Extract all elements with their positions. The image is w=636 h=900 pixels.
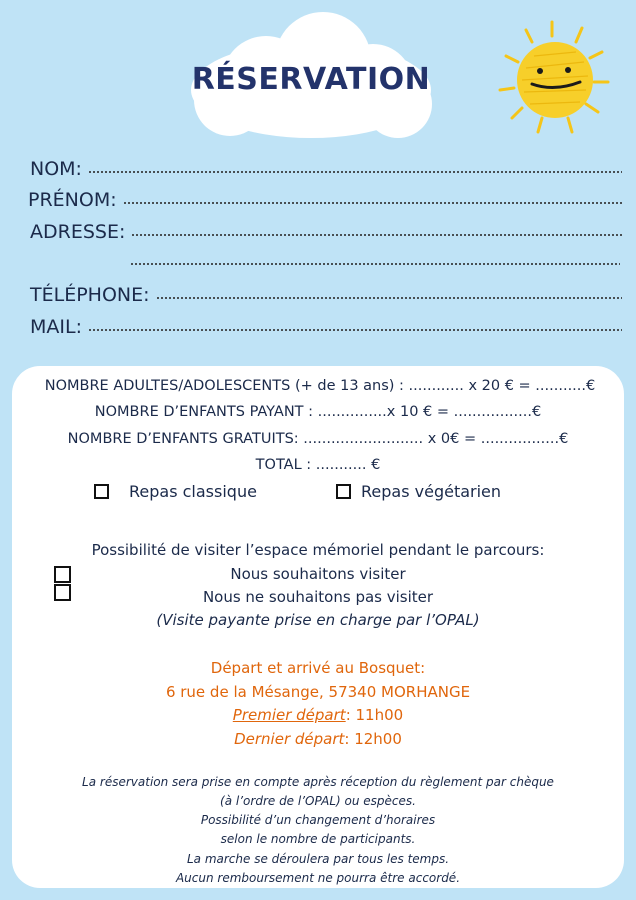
sun-icon	[494, 18, 612, 138]
children-free-line[interactable]: NOMBRE D’ENFANTS GRATUITS: .......................... x 0€ = .................€	[67, 431, 569, 447]
adresse-label: ADRESSE:	[30, 221, 126, 243]
footer-note-1: La réservation sera prise en compte après réception du règlement par chèque	[82, 775, 554, 789]
last-departure-time: : 12h00	[344, 730, 402, 748]
meal-classic-label: Repas classique	[129, 482, 257, 501]
meal-vegetarian-option[interactable]	[336, 482, 501, 501]
meal-vegetarian-checkbox[interactable]	[336, 484, 351, 499]
departure-heading: Départ et arrivé au Bosquet:	[210, 659, 426, 677]
total-line[interactable]: TOTAL : ........... €	[255, 457, 381, 473]
prenom-label: PRÉNOM:	[28, 189, 117, 211]
adresse-dotted-line[interactable]	[131, 233, 622, 237]
visit-no-label: Nous ne souhaitons pas visiter	[202, 588, 434, 606]
departure-address: 6 rue de la Mésange, 57340 MORHANGE	[165, 683, 471, 701]
adresse-field[interactable]	[30, 217, 622, 243]
footer-note-2: (à l’ordre de l’OPAL) ou espèces.	[220, 794, 416, 808]
visit-yes-label: Nous souhaitons visiter	[230, 565, 406, 583]
prenom-field[interactable]	[28, 185, 622, 211]
page-title: RÉSERVATION	[191, 62, 431, 97]
mail-field[interactable]	[30, 312, 622, 338]
nom-field[interactable]	[30, 154, 622, 180]
meal-classic-checkbox[interactable]	[94, 484, 109, 499]
telephone-label: TÉLÉPHONE:	[30, 284, 150, 306]
footer-note-4: selon le nombre de participants.	[220, 832, 416, 846]
last-departure-label: Dernier départ	[234, 730, 345, 748]
meal-classic-option[interactable]	[94, 482, 257, 501]
adresse-second-line[interactable]	[130, 262, 620, 266]
children-paying-line[interactable]: NOMBRE D’ENFANTS PAYANT : ...............x 10 € = .................€	[94, 404, 542, 420]
telephone-field[interactable]	[30, 280, 622, 306]
visit-note: (Visite payante prise en charge par l’OPAL)	[156, 611, 480, 629]
meal-vegetarian-label: Repas végétarien	[361, 482, 502, 501]
adults-line[interactable]: NOMBRE ADULTES/ADOLESCENTS (+ de 13 ans) : ............ x 20 € = ...........€	[44, 378, 596, 394]
footer-note-5: La marche se déroulera par tous les temps.	[186, 852, 450, 866]
first-departure-time: : 11h00	[345, 706, 404, 724]
nom-dotted-line[interactable]	[88, 170, 622, 174]
footer-note-6: Aucun remboursement ne pourra être accordé.	[175, 871, 461, 885]
footer-note-3: Possibilité d’un changement d’horaires	[200, 813, 436, 827]
first-departure	[0, 706, 636, 724]
memorial-question: Possibilité de visiter l’espace mémoriel pendant le parcours:	[91, 541, 545, 559]
telephone-dotted-line[interactable]	[156, 296, 622, 300]
mail-dotted-line[interactable]	[88, 328, 622, 332]
first-departure-label: Premier départ	[232, 706, 346, 724]
last-departure	[0, 730, 636, 748]
prenom-dotted-line[interactable]	[123, 201, 622, 205]
nom-label: NOM:	[30, 158, 82, 180]
mail-label: MAIL:	[30, 316, 82, 338]
